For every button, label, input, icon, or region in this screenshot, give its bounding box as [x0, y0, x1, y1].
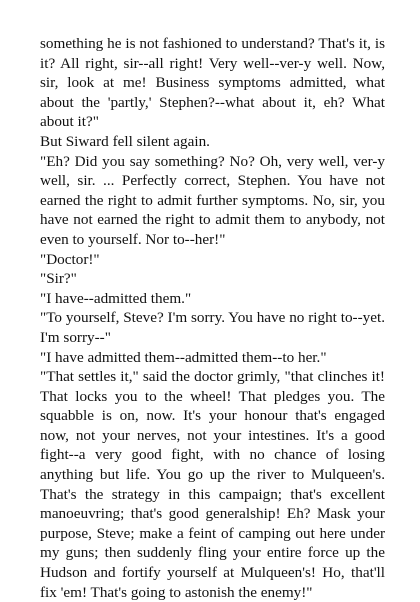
- paragraph-sir: "Sir?": [40, 270, 77, 288]
- paragraph-to-yourself: "To yourself, Steve? I'm sorry. You have no right to--yet. I'm sorry--": [40, 309, 385, 346]
- paragraph-that-settles-it: "That settles it," said the doctor grimly, "that clinches it! That locks you to the wheel! That pledges you. The squabble is on, now. It's your honour that's engaged now, not your nerves, not your intestines. It's a good fight--a very good fight, with no chance of losing anything but life. You go up the river to Mulqueen's. That's the strategy in this campaign; that's excellent manoeuvring; that's good generalship! Eh? Mask your purpose, Steve; make a feint of camping out here under my guns; then suddenly fling your entire force up the Hudson and fortify yourself at Mulqueen's! Ho, that'll fix 'em! That's going to astonish the enemy!": [40, 368, 385, 601]
- paragraph-admitted: "I have--admitted them.": [40, 289, 192, 307]
- paragraph-doctor-speech: "Eh? Did you say something? No? Oh, very well, ver-y well, sir. ... Perfectly correct, Stephen. You have not earned the right to admit further symptoms. No, sir, you have not earned the right to admit them to anybody, not even to yourself. Nor to--her!": [40, 152, 385, 248]
- paragraph-doctor-exclaim: "Doctor!": [40, 250, 100, 268]
- paragraph-continuation: something he is not fashioned to understand? That's it, is it? All right, sir--all right! Very well--ver-y well. Now, sir, look at me! Business symptoms admitted, what about the 'partly,' Stephen?--what about it, eh? What about it?": [40, 35, 385, 131]
- paragraph-to-her: "I have admitted them--admitted them--to her.": [40, 348, 327, 366]
- book-page: [40, 34, 385, 602]
- paragraph-siward-silent: But Siward fell silent again.: [40, 132, 210, 150]
